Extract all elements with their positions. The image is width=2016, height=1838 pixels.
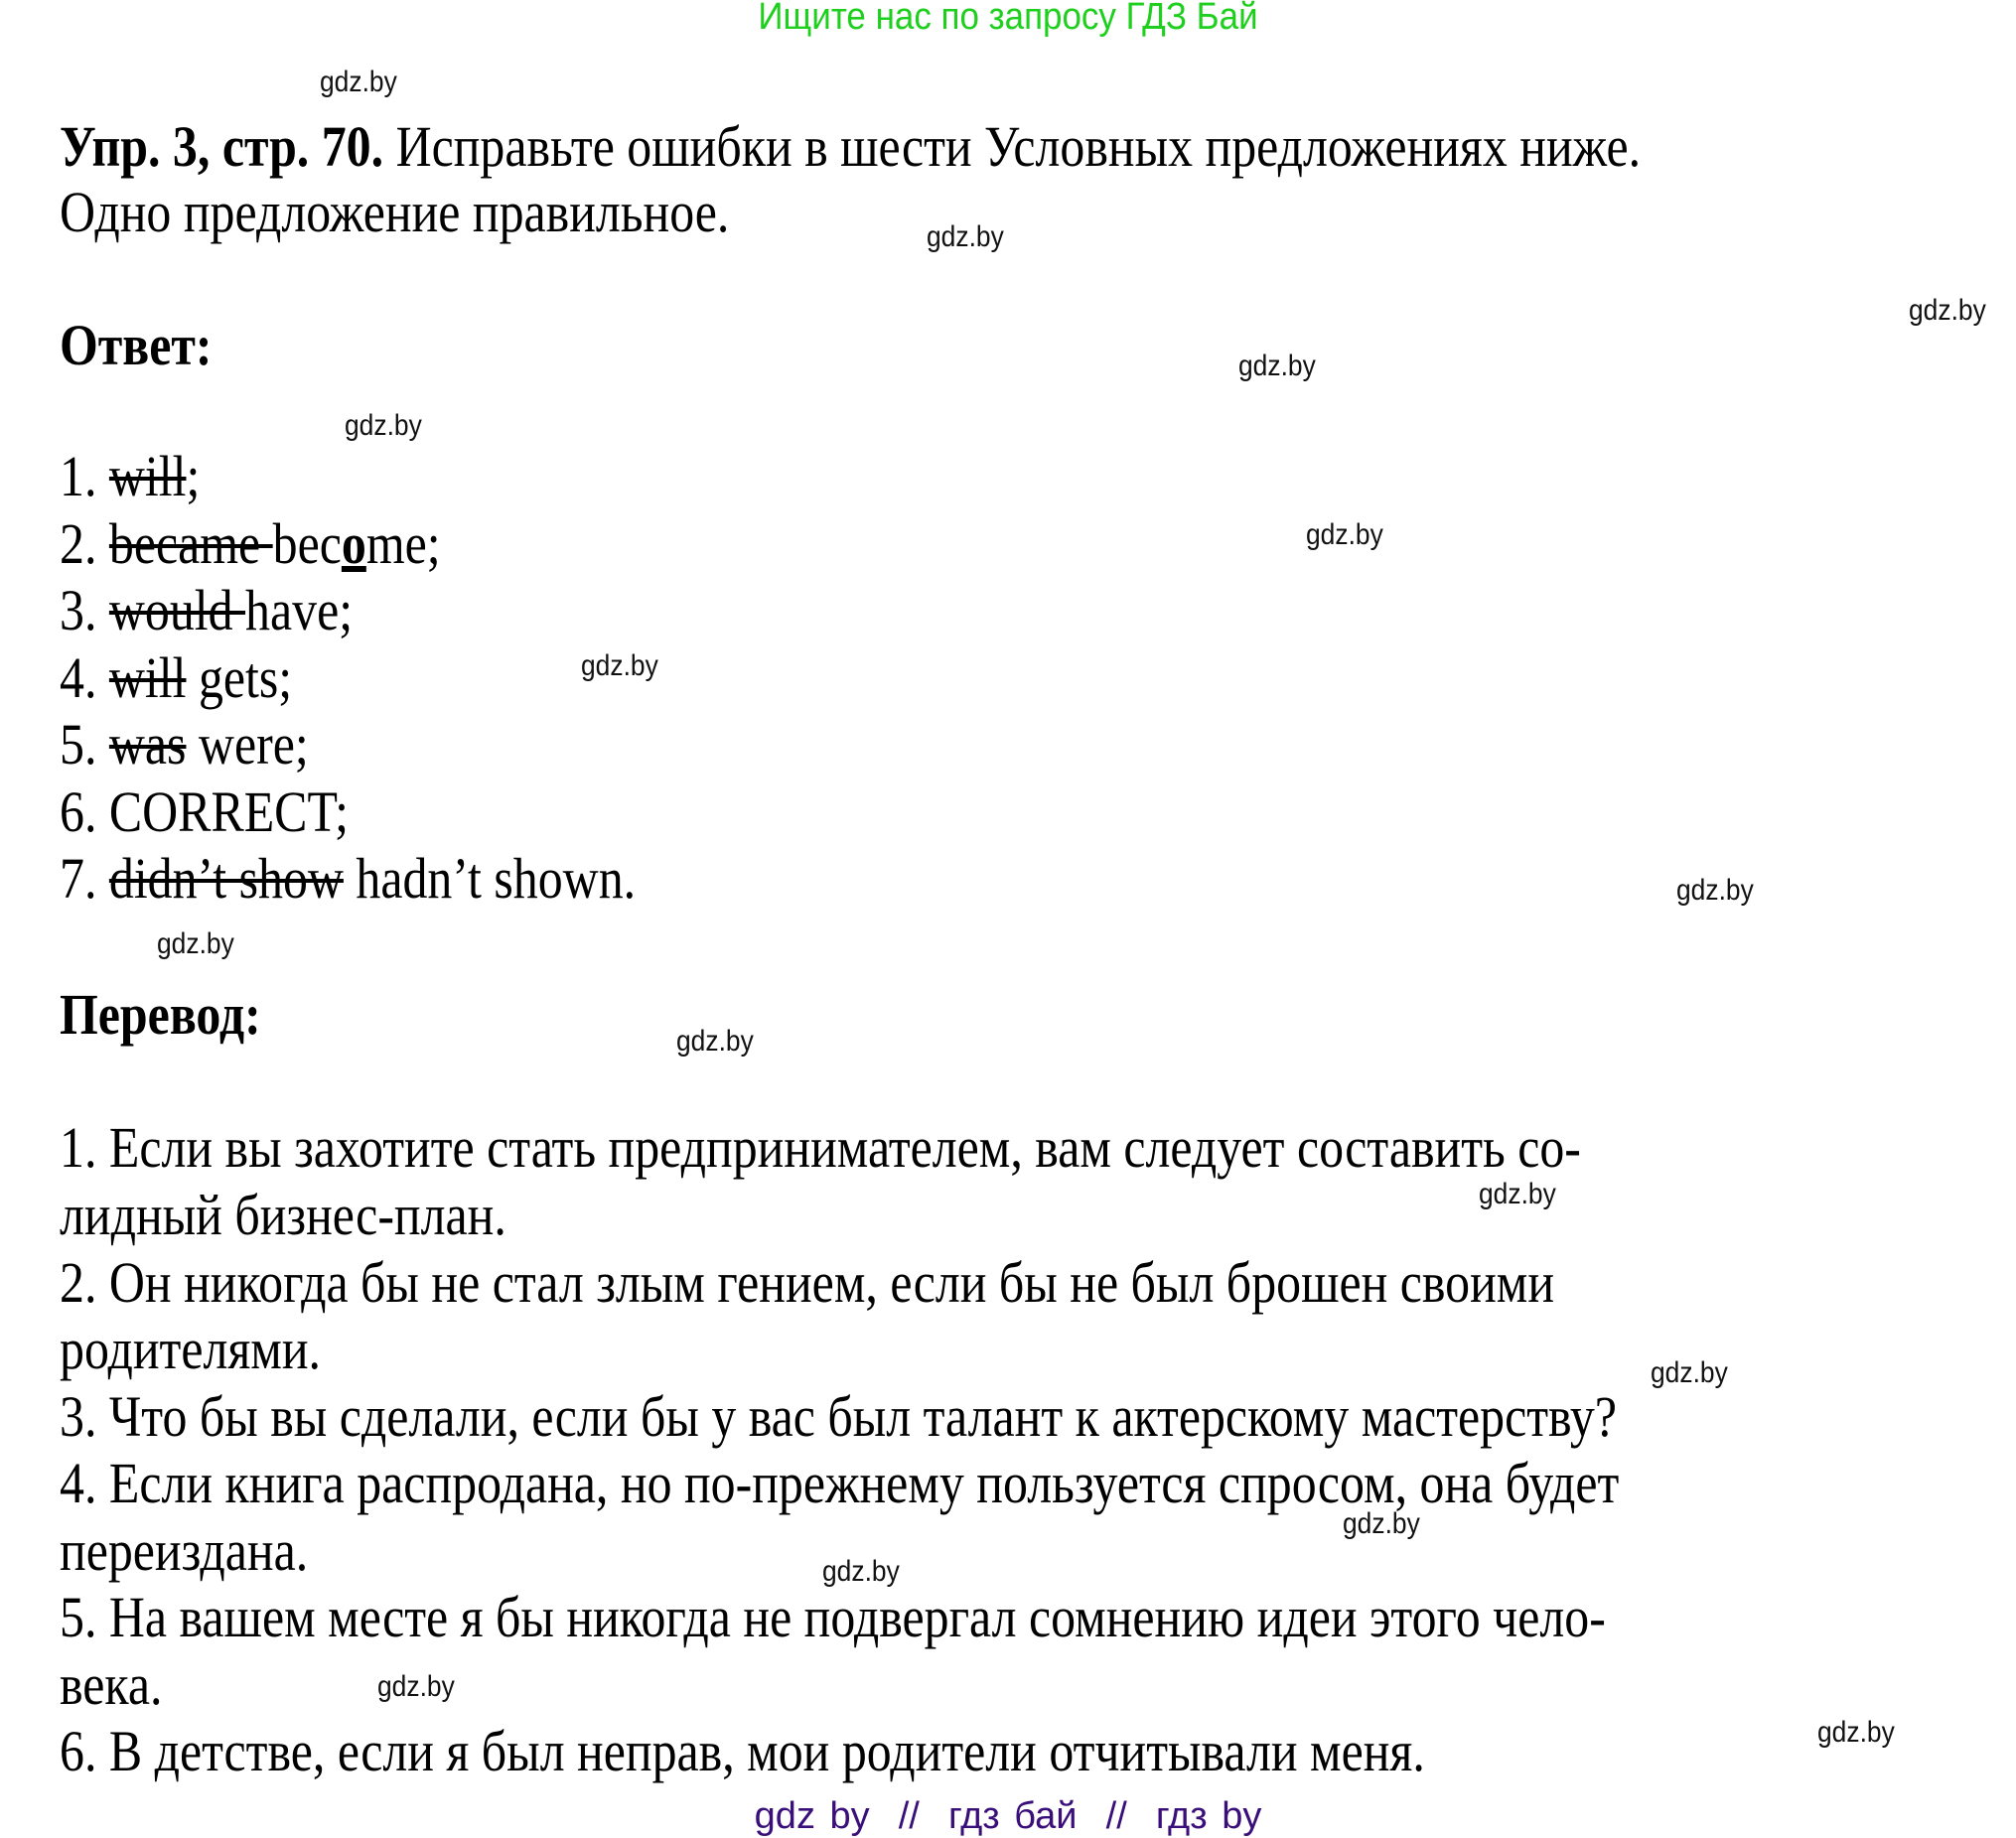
watermark: gdz.by — [1817, 1716, 1895, 1749]
correction: hadn’t shown. — [343, 846, 637, 911]
underlined-letter: o — [341, 511, 366, 576]
struck-word: was — [108, 712, 187, 777]
watermark: gdz.by — [1343, 1507, 1420, 1540]
struck-word: will — [108, 444, 187, 508]
watermark: gdz.by — [1479, 1178, 1556, 1210]
translation-line: 1. Если вы захотите стать предпринимателем, вам следует составить со- — [60, 1115, 1581, 1180]
watermark: gdz.by — [676, 1025, 754, 1058]
correction: gets; — [186, 645, 293, 710]
correction: ; — [186, 444, 201, 508]
correction: CORRECT; — [108, 779, 350, 844]
watermark: gdz.by — [927, 220, 1004, 253]
translation-line: лидный бизнес-план. — [60, 1183, 506, 1247]
translation-line: века. — [60, 1652, 163, 1717]
watermark: gdz.by — [345, 409, 422, 442]
item-number: 3. — [60, 578, 109, 642]
translation-line: 6. В детстве, если я был неправ, мои родители отчитывали меня. — [60, 1719, 1425, 1783]
struck-word: would — [108, 578, 246, 642]
correction: have; — [245, 578, 354, 642]
watermark: gdz.by — [822, 1555, 900, 1588]
translation-line: 3. Что бы вы сделали, если бы у вас был талант к актерскому мастерству? — [60, 1384, 1617, 1449]
watermark: gdz.by — [1238, 350, 1316, 382]
answer-item — [60, 644, 292, 712]
correction: me; — [365, 511, 441, 576]
watermark: gdz.by — [157, 927, 234, 960]
translation-line: переиздана. — [60, 1518, 309, 1583]
watermark: gdz.by — [320, 66, 397, 98]
watermark: gdz.by — [1651, 1356, 1728, 1389]
task-statement — [60, 113, 1641, 181]
translation-line: 2. Он никогда бы не стал злым гением, если бы не был брошен своими — [60, 1250, 1555, 1315]
correction: were; — [186, 712, 309, 777]
answer-item — [60, 443, 200, 510]
item-number: 6. — [60, 779, 109, 844]
answer-item — [60, 711, 309, 778]
search-hint-banner: Ищите нас по запросу ГДЗ Бай — [758, 0, 1258, 38]
watermark: gdz.by — [1909, 294, 1986, 327]
watermark: gdz.by — [1306, 518, 1383, 551]
watermark: gdz.by — [1676, 874, 1754, 907]
translation-heading: Перевод: — [60, 982, 261, 1047]
item-number: 7. — [60, 846, 109, 911]
answer-item — [60, 845, 636, 913]
answer-heading: Ответ: — [60, 313, 213, 377]
struck-word: didn’t show — [108, 846, 344, 911]
answer-item — [60, 778, 349, 846]
struck-word: will — [108, 645, 187, 710]
item-number: 4. — [60, 645, 109, 710]
task-label: Упр. 3, стр. 70. — [60, 114, 384, 179]
site-footer: gdz by // гдз бай // гдз by — [754, 1795, 1262, 1837]
translation-line: родителями. — [60, 1317, 322, 1381]
task-text-line-2: Одно предложение правильное. — [60, 180, 730, 244]
struck-word: became — [108, 511, 273, 576]
answer-item — [60, 510, 441, 578]
item-number: 2. — [60, 511, 109, 576]
item-number: 5. — [60, 712, 109, 777]
translation-line: 4. Если книга распродана, но по-прежнему пользуется спросом, она будет — [60, 1451, 1620, 1515]
correction: bec — [272, 511, 342, 576]
task-text: Исправьте ошибки в шести Условных предложениях ниже. — [383, 114, 1642, 179]
answer-item — [60, 577, 353, 644]
translation-line: 5. На вашем месте я бы никогда не подвергал сомнению идеи этого чело- — [60, 1585, 1606, 1649]
watermark: gdz.by — [377, 1670, 455, 1703]
watermark: gdz.by — [581, 649, 658, 682]
item-number: 1. — [60, 444, 109, 508]
